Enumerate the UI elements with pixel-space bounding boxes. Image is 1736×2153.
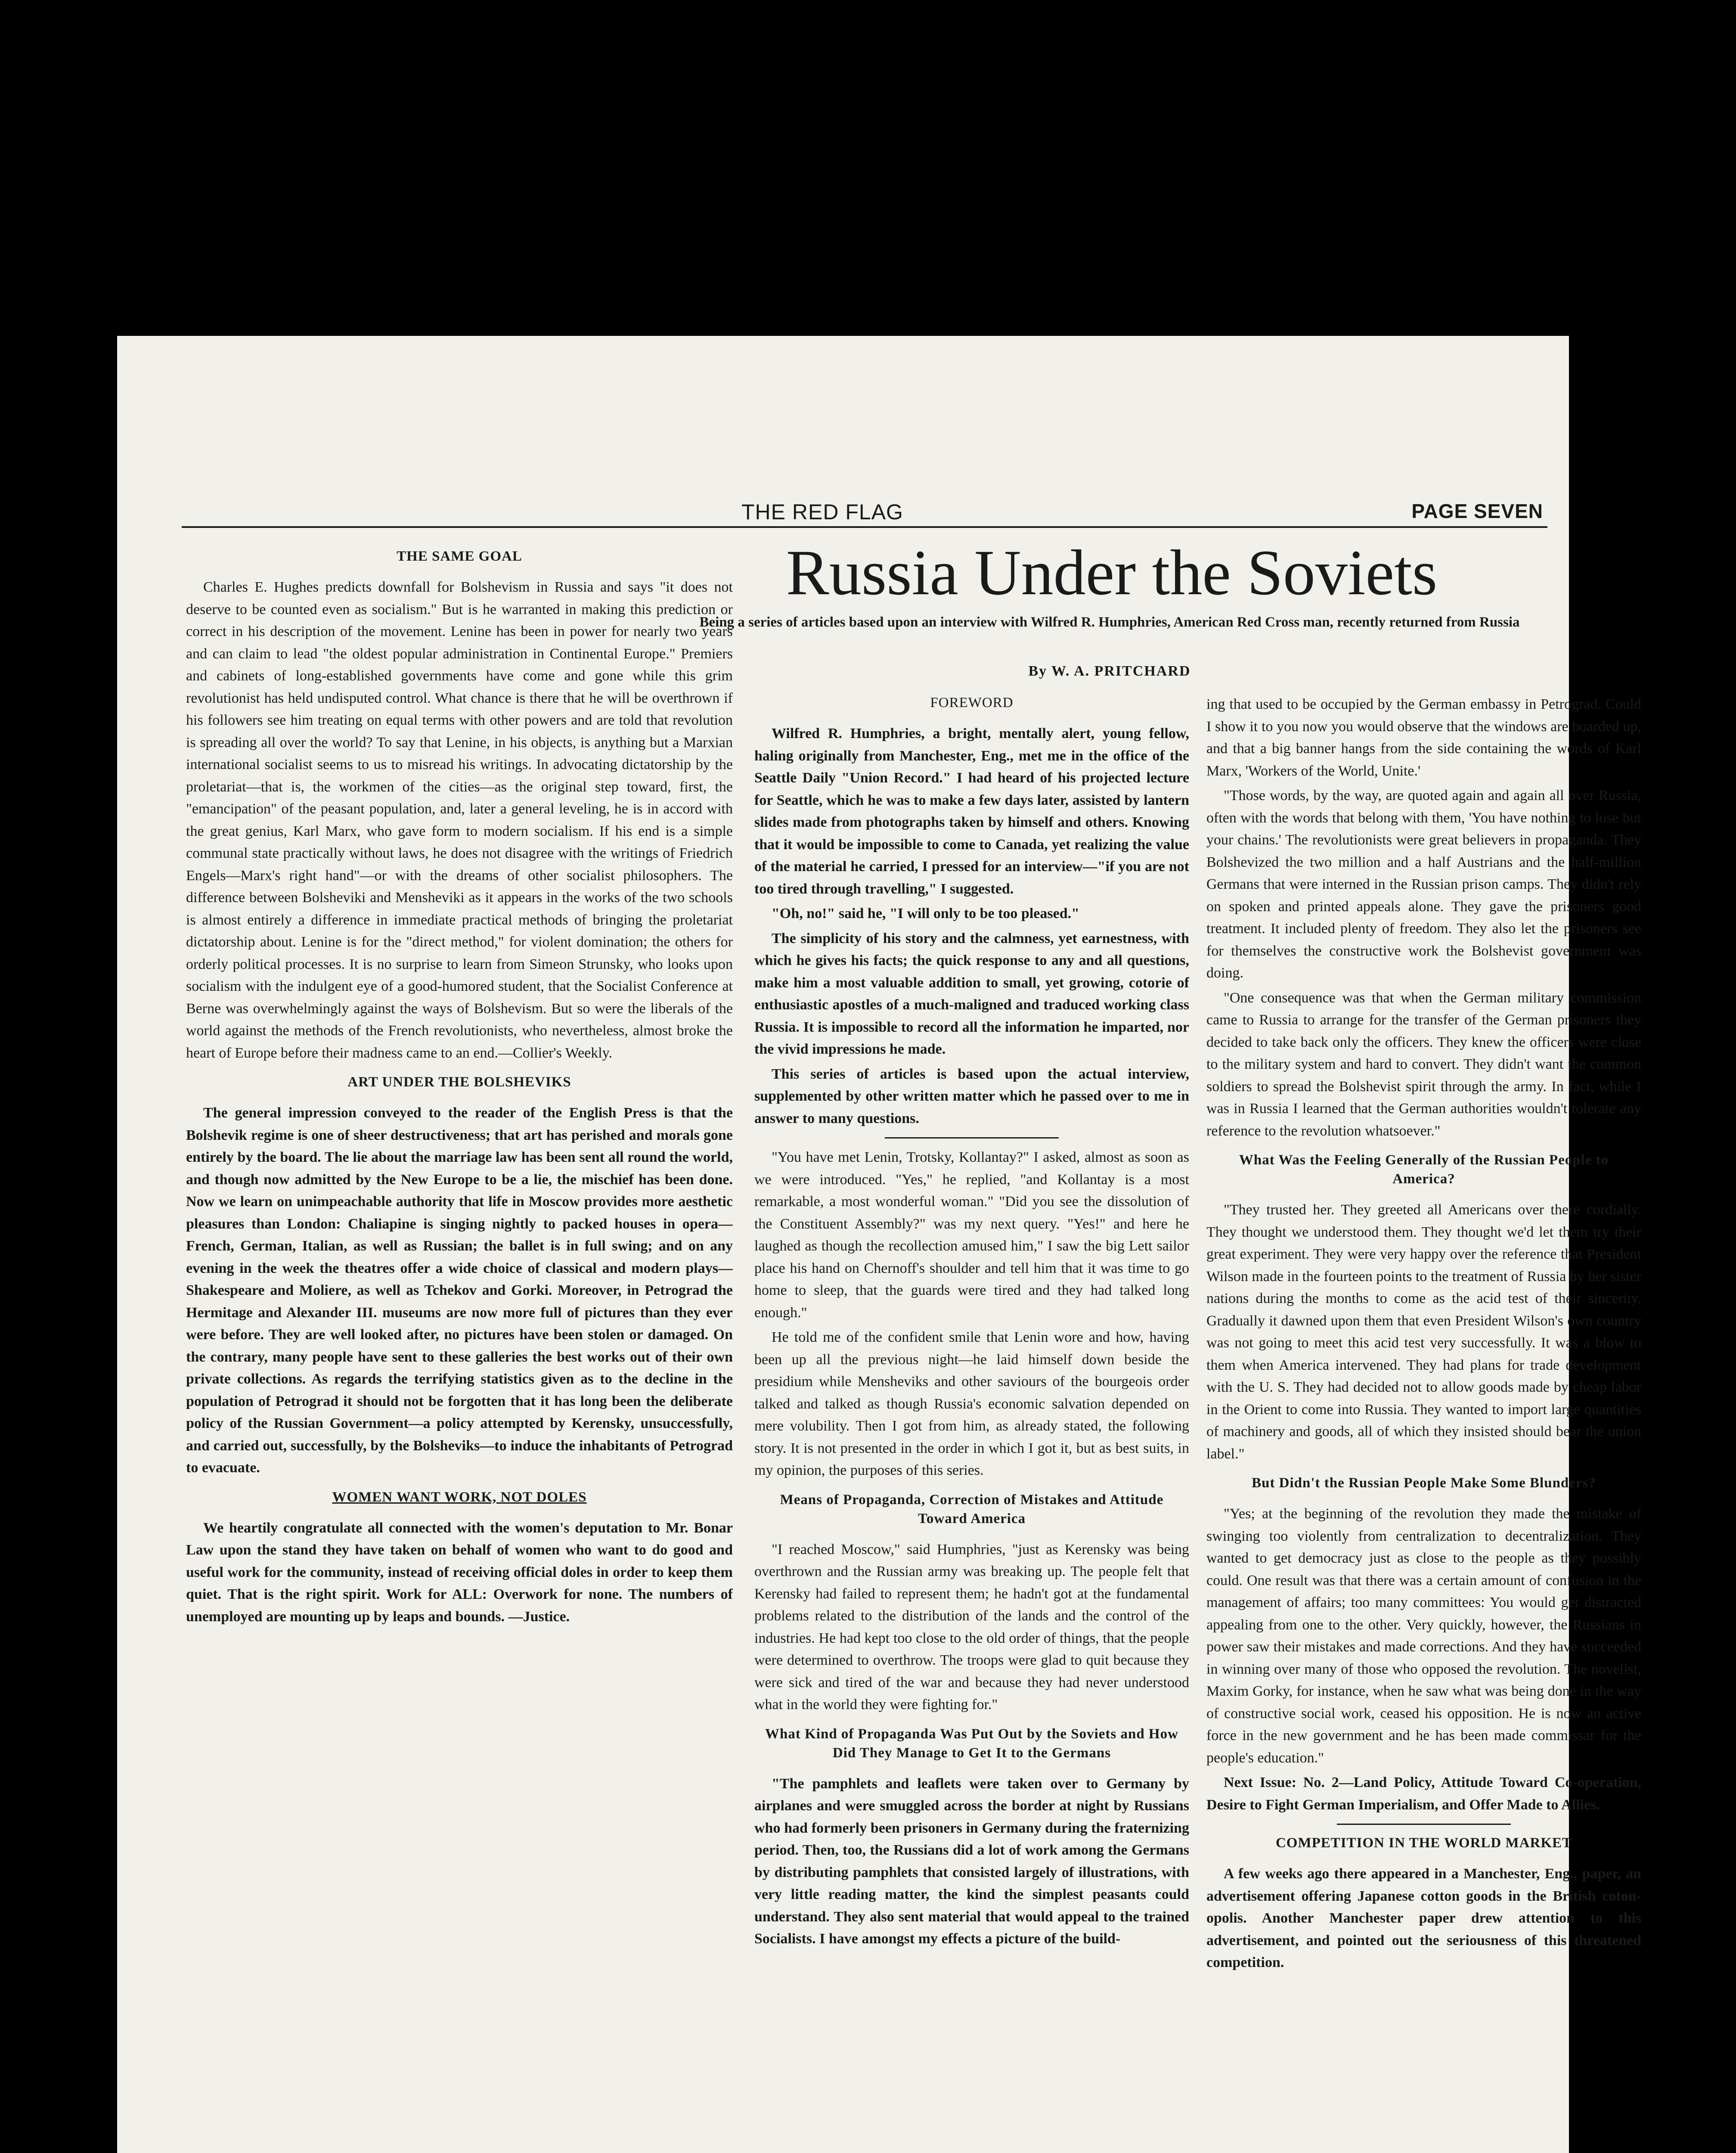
newspaper-name: THE RED FLAG (741, 500, 903, 524)
feature-byline: By W. A. PRITCHARD (1028, 663, 1191, 679)
continuation-paragraph: ing that used to be occupied by the German embassy in Petrograd. Could I show it to you now you would observe that the windows are boarded up, and that a big banner hangs from the side containing the words of Karl Marx, 'Workers of the World, Unite.' (1206, 696, 1641, 779)
paragraph-america: "They trusted her. They greeted all Americans over there cordially. They thought we understood them. They thought we'd let them try their great experiment. They were very happy over the reference that President Wilson made in the fourteen points to the treatment of Russia by her sister nations during the months to come as the acid test of their sincerity. Gradually it dawned upon them that even President Wilson's own country was not going to meet this acid test very successfully. It was a blow to them when America intervened. They had plans for trade development with the U. S. They had decided not to allow goods made by cheap labor in the Orient to come into Russia. They wanted to import large quantities of machinery and goods, all of which they insisted should bear the union label." (1206, 1202, 1641, 1462)
page-number: PAGE SEVEN (1411, 500, 1543, 522)
paragraph-propaganda: "Those words, by the way, are quoted again and again all over Russia, often with the words that belong with them, 'You have nothing to lose but your chains.' The revolutionists were great believers in propaganda. They Bolshevized the two million and a half Austrians and the half-million Germans that were interned in the Russian prison camps. They didn't rely on spoken and printed appeals alone. They gave the prisoners good treatment. It included plenty of freedom. They also let the prisoners see for themselves the constructive work the Bolshevist government was doing. (1206, 788, 1641, 981)
subheading-blunders: But Didn't the Russian People Make Some Blunders? (1252, 1475, 1596, 1491)
interview-paragraph-1: "You have met Lenin, Trotsky, Kollantay?" I asked, almost as soon as we were introduced. "Yes," he replied, "and Kollantay is a most remarkable, a most wonderful woman." "Did you see the dissolution of the Constituent Assembly?" was my next query. "Yes!" and here he laughed as though the recollection amused him," I saw the big Lett sailor place his hand on Chernoff's shoulder and tell him that it was time to go home to sleep, that the guards were tired and they had talked long enough." (754, 1149, 1189, 1321)
foreword-paragraph-1: Wilfred R. Humphries, a bright, mentally alert, young fellow, haling originally from Manchester, Eng., met me in the office of the Seattle Daily "Union Record." I had heard of his projected lecture for Seattle, which he was to make a few days later, assisted by lantern slides made from photographs taken by himself and others. Knowing that it would be impossible to come to Canada, yet realizing the value of the material he carried, I pressed for an interview—"if you are not too tired through travelling," I suggested. (754, 726, 1189, 897)
article-heading-same-goal: THE SAME GOAL (397, 549, 522, 564)
article-body-same-goal: Charles E. Hughes predicts downfall for Bolshevism in Russia and says "it does not deserve to be counted even as socialism." But is he warranted in making this prediction or correct in his description of the movement. Lenine has been in power for nearly two years and can claim to lead "the oldest popular administration in Continental Europe." Premiers and cabinets of long-established governments have come and gone while this grim revolutionist has held undisputed control. What chance is there that he will be overthrown if his followers see him treating on equal terms with other powers and are told that revolution is spreading all over the world? To say that Lenine, in his objects, is anything but a Marxian international socialist seems to us to misread his writings. In advocating dictatorship by the proletariat—that is, the workmen of the cities—as the original step toward, first, the "emancipation" of the peasant population, and, later a general leveling, he is in accord with the great genius, Karl Marx, who gave form to modern socialism. If his end is a simple communal state practically without laws, he does not disagree with the writings of Friedrich Engels—Marx's right hand"—or with the dreams of other socialist philosophers. The difference between Bolsheviki and Mensheviki as it appears in the works of the two schools is almost entirely a difference in immediate practical methods of bringing the proletariat dictatorship about. Lenine is for the "direct method," for violent domination; the others for orderly political processes. It is no surprise to learn from Simeon Strunsky, who looks upon socialism with the indulgent eye of a good-humored student, that the Socialist Conference at Berne was overwhelmingly against the ways of Bolshevism. But so were the liberals of the world against the methods of the French revolutionists, who nevertheless, almost broke the heart of Europe before their madness came to an end.—Collier's Weekly. (186, 579, 733, 1061)
left-column (186, 538, 733, 2153)
subheading-germans: What Kind of Propaganda Was Put Out by the Soviets and How Did They Manage to Get It to the Germans (765, 1726, 1178, 1761)
section-rule-2 (1337, 1824, 1511, 1825)
foreword-paragraph-2: "Oh, no!" said he, "I will only to be too pleased." (772, 906, 1079, 921)
foreword-heading: FOREWORD (930, 695, 1014, 710)
paragraph-commission: "One consequence was that when the German military commission came to Russia to arrange for the transfer of the German prisoners they decided to take back only the officers. They knew the officers were close to the military system and hard to convert. They didn't want the common soldiers to spread the Bolshevist spirit through the army. In fact, while I was in Russia I learned that the German authorities wouldn't tolerate any reference to the revolution whatsoever." (1206, 990, 1641, 1139)
article-heading-art: ART UNDER THE BOLSHEVIKS (347, 1074, 571, 1090)
article-heading-competition: COMPETITION IN THE WORLD MARKET (1275, 1835, 1572, 1851)
article-body-women: We heartily congratulate all connected with the women's deputation to Mr. Bonar Law upon the stand they have taken on behalf of women who want to do good and useful work for the community, instead of receiving official doles in order to keep them quiet. That is the right spirit. Work for ALL: Overwork for none. The numbers of unemployed are mounting up by leaps and bounds. —Justice. (186, 1520, 733, 1625)
feature-headline: Russia Under the Soviets (786, 537, 1438, 608)
article-body-art: The general impression conveyed to the reader of the English Press is that the Bolshevik regime is one of sheer destructiveness; that art has perished and morals gone entirely by the board. The lie about the marriage law has been sent all round the world, and though now admitted by the New Europe to be a lie, the mischief has been done. Now we learn on unimpeachable authority that life in Moscow provides more aesthetic pleasures than London: Chaliapine is singing nightly to packed houses in opera—French, German, Italian, as well as Russian; the ballet is in full swing; and on any evening in the week the theatres offer a wide choice of classical and modern plays—Shakespeare and Moliere, as well as Tchekov and Gorki. Moreover, in Petrograd the Hermitage and Alexander III. museums are now more full of pictures than they ever were before. They are well looked after, no pictures have been stolen or damaged. On the contrary, many people have sent to these galleries the best works out of their own private collections. As regards the terrifying statistics given as to the decline in the population of Petrograd it should not be forgotten that it has long been the deliberate policy of the Russian Government—a policy attempted by Kerensky, unsuccessfully, and carried out, successfully, by the Bolsheviks—to induce the inhabitants of Petrograd to evacuate. (186, 1105, 733, 1476)
feature-subtitle: Being a series of articles based upon an interview with Wilfred R. Humphries, American Red Cross man, recently returned from Russia (699, 614, 1520, 630)
newspaper-page (117, 336, 1641, 2153)
middle-column (754, 693, 1189, 2153)
subheading-propaganda: Means of Propaganda, Correction of Mistakes and Attitude Toward America (780, 1492, 1164, 1526)
section-rule (885, 1137, 1059, 1139)
next-issue-note: Next Issue: No. 2—Land Policy, Attitude Toward Co-operation, Desire to Fight German Imperialism, and Offer Made to Allies. (1206, 1775, 1641, 1813)
interview-paragraph-2: He told me of the confident smile that Lenin wore and how, having been up all the previous night—he laid himself down beside the presidium while Mensheviks and other saviours of the bourgeois order talked and talked as though Russia's economic salvation depended on mere volubility. Then I got from him, as already stated, the following story. It is not presented in the order in which I got it, but as best suits, in my opinion, the purposes of this series. (754, 1329, 1189, 1478)
foreword-paragraph-4: This series of articles is based upon the actual interview, supplemented by other written matter which he passed over to me in answer to many questions. (754, 1066, 1189, 1126)
right-column (1206, 693, 1641, 2153)
article-heading-women: WOMEN WANT WORK, NOT DOLES (332, 1489, 587, 1505)
interview-paragraph-3: "I reached Moscow," said Humphries, "just as Kerensky was being overthrown and the Russian army was breaking up. The people felt that Kerensky had failed to represent them; he hadn't got at the fundamental problems related to the distribution of the lands and the control of the industries. He had kept too close to the old order of things, that the people were determined to overthrow. The troops were glad to quit because they were sick and tired of the war and because they had never understood what in the world they were fighting for." (754, 1541, 1189, 1712)
foreword-paragraph-3: The simplicity of his story and the calmness, yet earnestness, with which he gives his facts; the quick response to any and all questions, make him a most valuable addition to small, yet growing, cotorie of enthusiastic apostles of a much-maligned and traduced working class Russia. It is impossible to record all the information he imparted, nor the vivid impressions he made. (754, 930, 1189, 1057)
interview-paragraph-4: "The pamphlets and leaflets were taken over to Germany by airplanes and were smuggled across the border at night by Russians who had formerly been prisoners in Germany during the fraternizing period. Then, too, the Russians did a lot of work among the Germans by distributing pamphlets that consisted largely of illustrations, with very little reading matter, the kind the simplest peasants could understand. They also sent material that would appeal to the trained Socialists. I have amongst my effects a picture of the build- (754, 1775, 1189, 1947)
paragraph-blunders: "Yes; at the beginning of the revolution they made the mistake of swinging too violently from centralization to decentralization. They wanted to get democracy just as close to the people as they possibly could. One result was that there was a certain amount of confusion in the management of affairs; too many committees: You would get distracted appealing from one to the other. Very quickly, however, the Russians in power saw their mistakes and made corrections. And they have succeeded in winning over many of those who opposed the revolution. The novelist, Maxim Gorky, for instance, when he saw what was being done in the way of constructive social work, ceased his opposition. He is now an active force in the new government and he has been made commissar for the people's education." (1206, 1506, 1641, 1766)
article-body-competition: A few weeks ago there appeared in a Manchester, Eng., paper, an advertisement offering Japanese cotton goods in the British coton-opolis. Another Manchester paper drew attention to this advertisement, and pointed out the seriousness of this threatened competition. (1206, 1866, 1641, 1970)
subheading-america: What Was the Feeling Generally of the Russian People to America? (1239, 1152, 1609, 1187)
header-rule (182, 526, 1547, 528)
